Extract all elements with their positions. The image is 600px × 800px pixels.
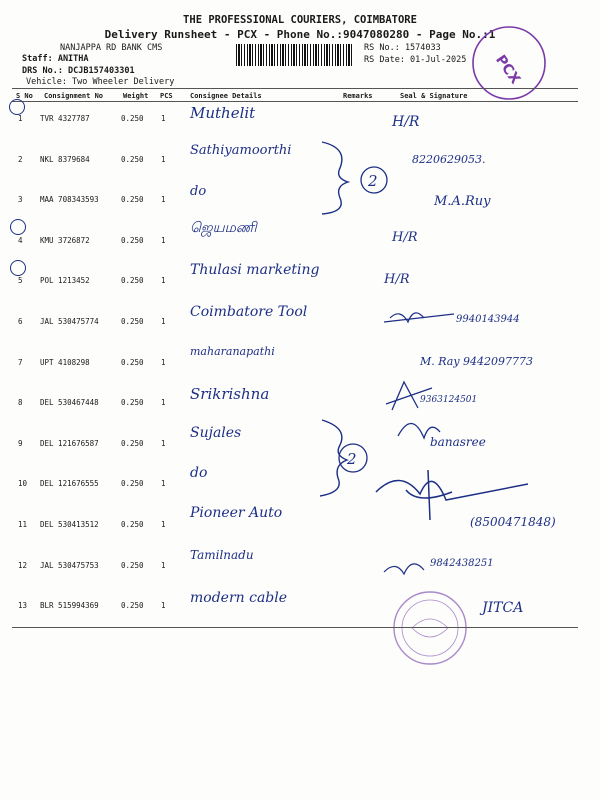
pcx-stamp [468,22,550,104]
row-pcs: 1 [161,601,166,611]
row-serial: 10 [18,479,28,489]
row-consignment-no: NKL 8379684 [40,154,90,164]
row-consignee: ஜெயமணி [190,220,257,236]
row-serial: 4 [18,235,23,245]
row-consignment-no: UPT 4108298 [40,357,90,367]
row-signature: (8500471848) [470,515,556,529]
row-serial: 3 [18,195,23,205]
row-consignment-no: BLR 515994369 [40,601,99,611]
row-pcs: 1 [161,479,166,489]
rs-date: RS Date: 01-Jul-2025 [364,55,467,65]
table-top-border [12,88,578,89]
row-signature: M. Ray 9442097773 [420,355,534,368]
row-consignment-no: KMU 3726872 [40,235,90,245]
table-bottom-border [12,627,578,628]
row-pcs: 1 [161,154,166,164]
company-title: THE PROFESSIONAL COURIERS, COIMBATORE [183,14,417,26]
row-consignment-no: DEL 530413512 [40,520,99,529]
row-serial: 6 [18,317,23,326]
row-serial: 13 [18,601,28,611]
table-header-border [12,101,578,102]
row-weight: 0.250 [121,438,144,448]
bracket-label-2: 2 [347,450,357,468]
row-serial: 8 [18,398,23,408]
row-consignee: Thulasi marketing [190,262,320,278]
barcode [236,44,354,66]
row-consignment-no: MAA 708343593 [40,195,99,205]
bracket-label-1: 2 [368,172,378,190]
row-signature: 9842438251 [430,558,494,569]
stamp-text: PCX [492,52,524,88]
row-consignment-no: TVR 4327787 [40,114,90,123]
row-signature: M.A.Ruy [434,194,491,209]
staff-name: Staff: ANITHA [22,54,89,64]
row-consignee: do [190,184,207,199]
row-weight: 0.250 [121,479,144,489]
row-serial: 11 [18,520,28,529]
row-serial: 2 [18,154,23,164]
row-consignment-no: JAL 530475753 [40,560,99,570]
vehicle-type: Vehicle: Two Wheeler Delivery [26,77,175,87]
row-signature: 8220629053. [412,153,486,166]
row-signature: H/R [392,230,418,245]
row-serial: 7 [18,357,23,367]
row-weight: 0.250 [121,195,144,205]
row-pcs: 1 [161,520,166,529]
row-serial: 12 [18,560,28,570]
row-pcs: 1 [161,357,166,367]
row-consignment-no: DEL 121676587 [40,438,99,448]
row-weight: 0.250 [121,560,144,570]
row-4-circle [10,219,26,235]
row-signature: banasree [430,435,486,449]
row-pcs: 1 [161,195,166,205]
row-pcs: 1 [161,114,166,123]
row-weight: 0.250 [121,154,144,164]
row-consignment-no: DEL 530467448 [40,398,99,408]
row-weight: 0.250 [121,398,144,408]
row-consignment-no: JAL 530475774 [40,317,99,326]
row-signature: H/R [384,272,410,287]
row-pcs: 1 [161,398,166,408]
row-weight: 0.250 [121,357,144,367]
runsheet-subtitle: Delivery Runsheet - PCX - Phone No.:9047080280 - Page No.:1 [104,28,496,41]
row-consignment-no: POL 1213452 [40,276,90,286]
row-5-circle [10,260,26,276]
row-weight: 0.250 [121,114,144,123]
row-consignee: Sujales [190,425,242,441]
col-header-sno: S No [16,92,33,100]
row-consignee: Coimbatore Tool [190,304,308,320]
row-signature: 9940143944 [456,314,520,325]
row-consignment-no: DEL 121676555 [40,479,99,489]
col-header-pcs: PCS [160,92,173,100]
row-consignee: Sathiyamoorthi [190,143,292,158]
row-consignee: Muthelit [190,104,256,122]
drs-number: DRS No.: DCJB157403301 [22,66,135,76]
row-pcs: 1 [161,438,166,448]
row-signature: JITCA [482,600,524,616]
branch-name: NANJAPPA RD BANK CMS [60,43,163,53]
col-header-weight: Weight [123,92,149,100]
col-header-consignee: Consignee Details [190,92,262,100]
row-pcs: 1 [161,276,166,286]
row-pcs: 1 [161,560,166,570]
row-weight: 0.250 [121,235,144,245]
col-header-signature: Seal & Signature [400,92,468,100]
row-consignee: maharanapathi [190,345,275,358]
row-consignee: do [190,465,208,481]
row-consignee: Srikrishna [190,385,270,403]
row-signature: 9363124501 [420,395,478,405]
row-serial: 9 [18,438,23,448]
row-pcs: 1 [161,235,166,245]
row-serial: 1 [18,114,23,123]
row-serial: 5 [18,276,23,286]
row-pcs: 1 [161,317,166,326]
col-header-remarks: Remarks [343,92,373,100]
row-consignee: modern cable [190,590,288,606]
row-weight: 0.250 [121,601,144,611]
row-weight: 0.250 [121,520,144,529]
row-signature: H/R [392,114,420,130]
row-1-circle [9,99,25,115]
row-weight: 0.250 [121,276,144,286]
rs-number: RS No.: 1574033 [364,43,441,53]
row-consignee: Tamilnadu [190,548,254,562]
row-consignee: Pioneer Auto [190,505,283,521]
row-weight: 0.250 [121,317,144,326]
col-header-consignment: Consignment No [44,92,104,100]
